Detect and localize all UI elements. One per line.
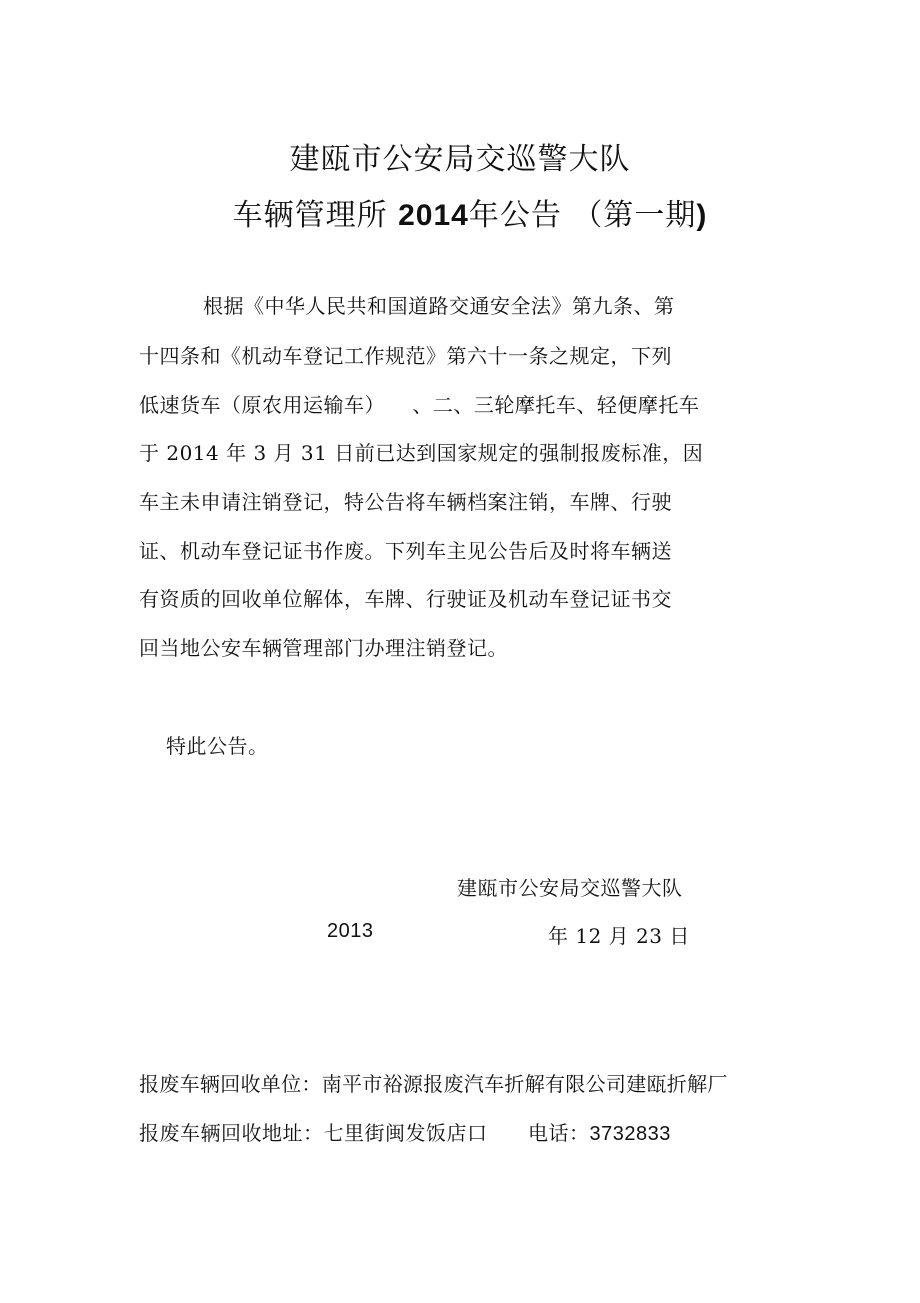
signature-organization: 建瓯市公安局交巡警大队 (457, 876, 683, 900)
recycling-address-value: 七里街闽发饭店口 (323, 1121, 488, 1145)
subtitle-department: 车辆管理所 (232, 198, 388, 233)
recycling-phone (528, 1117, 671, 1146)
body-line: 根据《中华人民共和国道路交通安全法》第九条、第 (203, 294, 675, 318)
recycling-address (139, 1117, 488, 1146)
subtitle-open-paren: （ (572, 198, 604, 233)
recycling-address-label: 报废车辆回收地址： (139, 1121, 324, 1145)
page-subtitle (10, 190, 920, 234)
page-title: 建瓯市公安局交巡警大队 (289, 142, 631, 177)
subtitle-close-paren: ) (696, 199, 708, 232)
recycling-unit-value: 南平市裕源报废汽车折解有限公司建瓯折解厂 (321, 1072, 728, 1096)
closing-statement: 特此公告。 (166, 734, 269, 758)
subtitle-year: 2014 (398, 199, 469, 232)
recycling-unit (139, 1068, 728, 1097)
subtitle-issue: 第一期 (603, 198, 697, 233)
recycling-unit-label: 报废车辆回收单位： (139, 1072, 322, 1096)
body-line: 低速货车（原农用运输车） 、二、三轮摩托车、轻便摩托车 (139, 393, 700, 417)
body-line: 于 2014 年 3 月 31 日前已达到国家规定的强制报废标准，因 (139, 441, 704, 465)
body-line: 证、机动车登记证书作废。下列车主见公告后及时将车辆送 (139, 539, 672, 563)
body-line: 回当地公安车辆管理部门办理注销登记。 (139, 636, 508, 660)
signature-year: 2013 (327, 920, 374, 942)
body-line: 车主未申请注销登记，特公告将车辆档案注销，车牌、行驶 (139, 490, 672, 514)
phone-label: 电话： (528, 1121, 590, 1145)
phone-number: 3732833 (589, 1123, 671, 1145)
signature-month-day: 年 12 月 23 日 (548, 924, 690, 948)
body-line: 十四条和《机动车登记工作规范》第六十一条之规定，下列 (139, 344, 672, 368)
body-line: 有资质的回收单位解体，车牌、行驶证及机动车登记证书交 (139, 587, 672, 611)
subtitle-announcement: 年公告 (468, 198, 562, 233)
